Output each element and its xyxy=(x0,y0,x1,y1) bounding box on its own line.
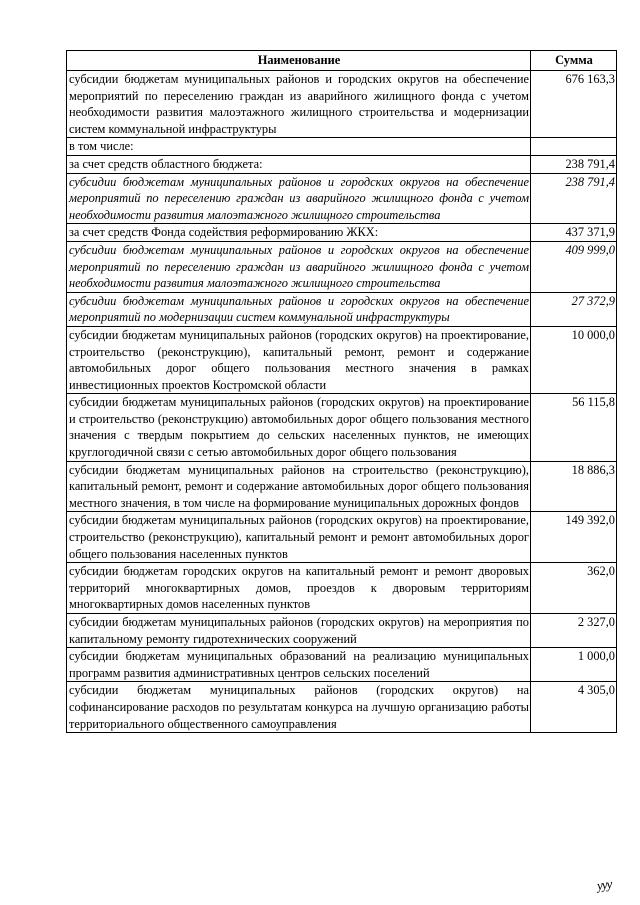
table-row xyxy=(67,224,617,242)
table-row xyxy=(67,71,617,138)
table-row xyxy=(67,648,617,682)
table-row xyxy=(67,292,617,326)
header-name: Наименование xyxy=(67,51,531,71)
row-sum: 676 163,3 xyxy=(531,71,617,138)
row-name: субсидии бюджетам муниципальных районов и городских округов на обеспечение мероприятий по переселению граждан из аварийного жилищного фонда с учетом необходимости развития малоэтажного жилищного строительства и модернизации систем коммунальной инфраструктуры xyxy=(67,71,531,138)
row-sum xyxy=(531,138,617,156)
row-sum: 18 886,3 xyxy=(531,461,617,512)
table-header-row xyxy=(67,51,617,71)
table-row xyxy=(67,461,617,512)
page-mark: ууу xyxy=(595,876,613,893)
row-name: субсидии бюджетам муниципальных районов (городских округов) на проектирование и строительство (реконструкцию) автомобильных дорог общего пользования местного значения с твердым покрытием до сельских населенных пунктов, не имеющих круглогодичной связи с сетью автомобильных дорог общего пользования xyxy=(67,394,531,461)
row-name: в том числе: xyxy=(67,138,531,156)
row-sum: 56 115,8 xyxy=(531,394,617,461)
row-name: за счет средств областного бюджета: xyxy=(67,155,531,173)
table-row xyxy=(67,241,617,292)
row-sum: 362,0 xyxy=(531,563,617,614)
table-row xyxy=(67,682,617,733)
row-name: субсидии бюджетам муниципальных районов и городских округов на обеспечение мероприятий по переселению граждан из аварийного жилищного фонда с учетом необходимости развития малоэтажного жилищного строительства xyxy=(67,173,531,224)
row-name: субсидии бюджетам муниципальных районов и городских округов на обеспечение мероприятий по модернизации систем коммунальной инфраструктуры xyxy=(67,292,531,326)
table-row xyxy=(67,394,617,461)
table-row xyxy=(67,563,617,614)
table-row xyxy=(67,614,617,648)
row-name: субсидии бюджетам городских округов на капитальный ремонт и ремонт дворовых территорий многоквартирных домов, проездов к дворовым территориям многоквартирных домов населенных пунктов xyxy=(67,563,531,614)
table-row xyxy=(67,138,617,156)
header-sum: Сумма xyxy=(531,51,617,71)
row-name: субсидии бюджетам муниципальных районов и городских округов на обеспечение мероприятий по переселению граждан из аварийного жилищного фонда с учетом необходимости развития малоэтажного жилищного строительства xyxy=(67,241,531,292)
row-sum: 149 392,0 xyxy=(531,512,617,563)
row-name: субсидии бюджетам муниципальных районов (городских округов) на проектирование, строительство (реконструкцию), капитальный ремонт, ремонт и содержание автомобильных дорог общего пользования местного значения в рамках инвестиционных проектов Костромской области xyxy=(67,326,531,393)
row-sum: 437 371,9 xyxy=(531,224,617,242)
row-name: субсидии бюджетам муниципальных районов (городских округов) на софинансирование расходов по результатам конкурса на лучшую организацию работы территориального общественного самоуправления xyxy=(67,682,531,733)
row-sum: 10 000,0 xyxy=(531,326,617,393)
row-name: субсидии бюджетам муниципальных районов на строительство (реконструкцию), капитальный ремонт, ремонт и содержание автомобильных дорог общего пользования местного значения, в том числе на формирование муниципальных дорожных фондов xyxy=(67,461,531,512)
row-sum: 2 327,0 xyxy=(531,614,617,648)
row-sum: 238 791,4 xyxy=(531,155,617,173)
row-name: за счет средств Фонда содействия реформированию ЖКХ: xyxy=(67,224,531,242)
table-row xyxy=(67,173,617,224)
row-sum: 238 791,4 xyxy=(531,173,617,224)
table-row xyxy=(67,512,617,563)
row-name: субсидии бюджетам муниципальных образований на реализацию муниципальных программ развития административных центров сельских поселений xyxy=(67,648,531,682)
row-sum: 1 000,0 xyxy=(531,648,617,682)
row-name: субсидии бюджетам муниципальных районов (городских округов) на мероприятия по капитальному ремонту гидротехнических сооружений xyxy=(67,614,531,648)
row-sum: 4 305,0 xyxy=(531,682,617,733)
row-sum: 409 999,0 xyxy=(531,241,617,292)
budget-table xyxy=(66,50,617,733)
row-sum: 27 372,9 xyxy=(531,292,617,326)
table-row xyxy=(67,155,617,173)
row-name: субсидии бюджетам муниципальных районов (городских округов) на проектирование, строительство (реконструкцию), капитальный ремонт и ремонт автомобильных дорог общего пользования населенных пунктов xyxy=(67,512,531,563)
table-row xyxy=(67,326,617,393)
